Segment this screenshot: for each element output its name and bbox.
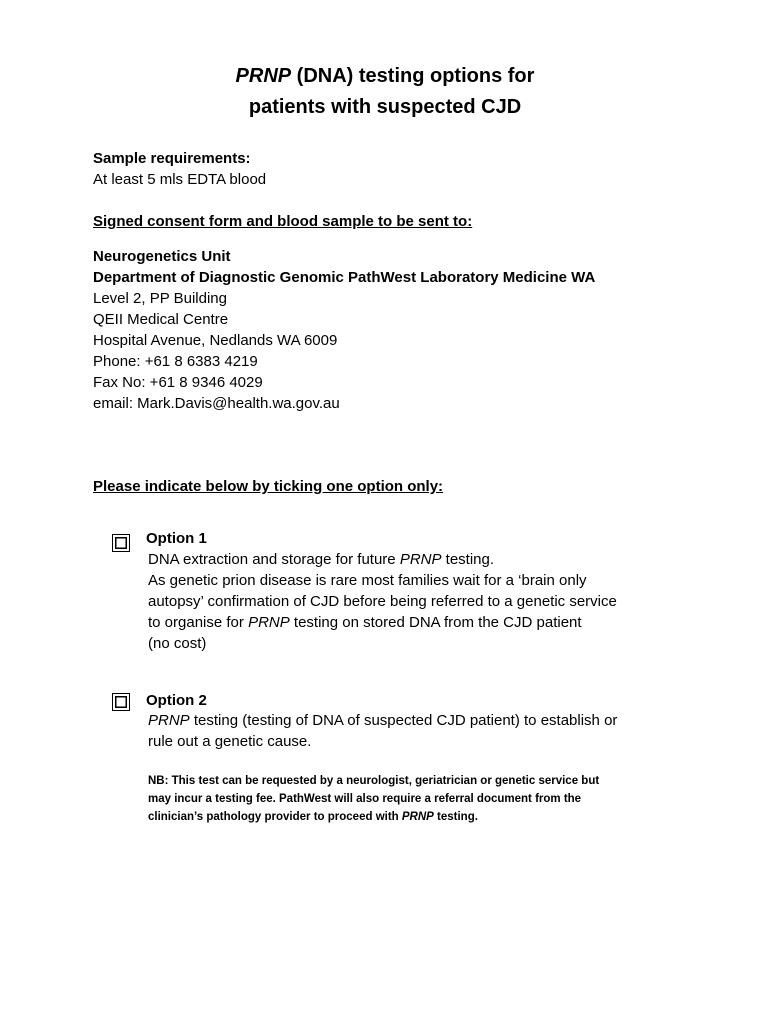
option-1-line-1-b: testing. [441,551,495,568]
phone-line: Phone: +61 8 6383 4219 [93,353,258,370]
option-2-line-1 [148,710,617,731]
option-1-line-4 [148,612,617,633]
title-line-1-rest: (DNA) testing options for [291,65,535,87]
department-name: Department of Diagnostic Genomic PathWest Laboratory Medicine WA [93,269,596,286]
document-title [0,61,770,123]
send-to-heading: Signed consent form and blood sample to be sent to: [93,213,473,230]
option-1-line-1-a: DNA extraction and storage for future [148,551,400,568]
nb-line-1: NB: This test can be requested by a neurologist, geriatrician or genetic service but [148,775,600,787]
option-2-line-2: rule out a genetic cause. [148,733,312,750]
send-to-heading-block [93,211,472,232]
option-1-line-5: (no cost) [148,635,207,652]
option-1-line-3: autopsy’ confirmation of CJD before being referred to a genetic service [148,593,617,610]
option-1-line-1-gene: PRNP [399,551,442,568]
nb-line-3 [148,808,599,826]
title-line-1 [0,61,770,92]
nb-line-3-b: testing. [433,811,478,823]
nb-line-3-gene: PRNP [401,811,434,823]
option-1-description [148,549,617,654]
nb-line-2: may incur a testing fee. PathWest will also require a referral document from the [148,793,582,805]
option-1-checkbox[interactable] [112,534,130,552]
instruction-block [93,476,443,497]
option-1-line-4-b: testing on stored DNA from the CJD patient [289,614,582,631]
option-2-line-1-b: testing (testing of DNA of suspected CJD patient) to establish or [189,712,618,729]
option-2-checkbox[interactable] [112,693,130,711]
option-1-label: Option 1 [146,530,207,547]
option-2-description [148,710,617,752]
option-1-line-4-a: to organise for [148,614,249,631]
address-line: Level 2, PP Building [93,290,227,307]
instruction-text: Please indicate below by ticking one option only: [93,478,444,495]
option-2-line-1-gene: PRNP [148,712,190,729]
address-line: Hospital Avenue, Nedlands WA 6009 [93,332,338,349]
unit-name: Neurogenetics Unit [93,248,231,265]
sample-text: At least 5 mls EDTA blood [93,171,267,188]
option-2-label: Option 2 [146,692,207,709]
title-gene: PRNP [235,65,292,87]
nb-note [148,772,599,826]
option-1-line-1 [148,549,617,570]
option-1-line-2: As genetic prion disease is rare most families wait for a ‘brain only [148,572,587,589]
sample-requirements [93,148,266,190]
fax-line: Fax No: +61 8 9346 4029 [93,374,263,391]
nb-line-3-a: clinician’s pathology provider to proceed with [148,811,402,823]
address-block [93,246,595,414]
sample-heading: Sample requirements: [93,150,251,167]
email-line: email: Mark.Davis@health.wa.gov.au [93,395,340,412]
option-1-line-4-gene: PRNP [248,614,290,631]
address-line: QEII Medical Centre [93,311,229,328]
title-line-2: patients with suspected CJD [248,96,522,118]
